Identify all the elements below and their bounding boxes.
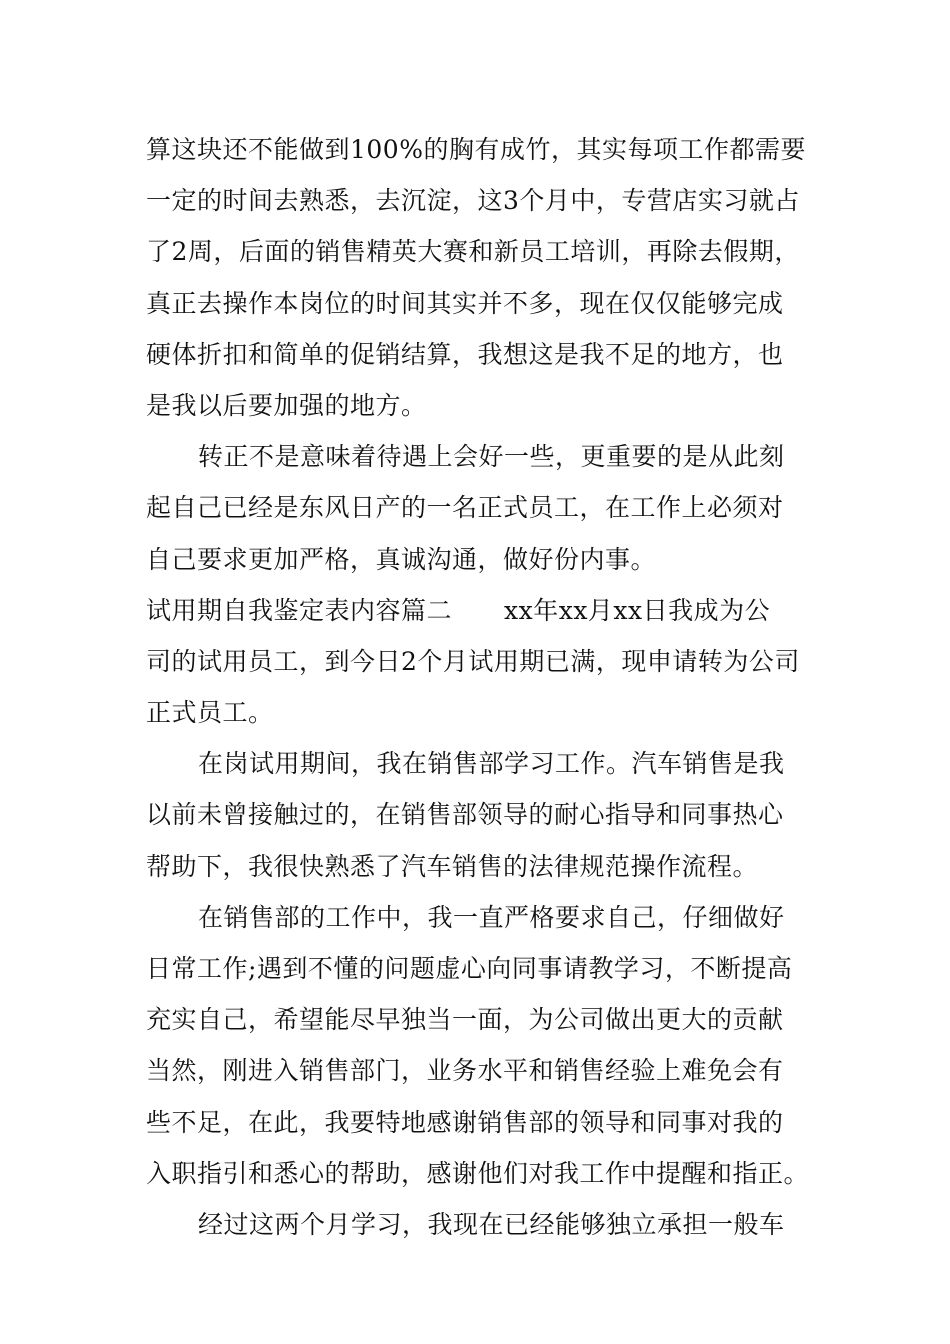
text-line: 日常工作;遇到不懂的问题虚心向同事请教学习，不断提高 bbox=[146, 954, 793, 983]
paragraph-start-line: 在销售部的工作中，我一直严格要求自己，仔细做好 bbox=[198, 902, 785, 932]
text-line: 充实自己，希望能尽早独当一面，为公司做出更大的贡献 bbox=[146, 1005, 784, 1035]
paragraph-start-line: 转正不是意味着待遇上会好一些，更重要的是从此刻 bbox=[198, 442, 785, 472]
section-intro-text: xx年xx月xx日我成为公 bbox=[504, 595, 771, 625]
section-heading-line bbox=[146, 585, 812, 636]
paragraph-start-line: 经过这两个月学习，我现在已经能够独立承担一般车 bbox=[198, 1209, 785, 1239]
text-line: 入职指引和悉心的帮助，感谢他们对我工作中提醒和指正。 bbox=[146, 1158, 810, 1188]
text-line: 帮助下，我很快熟悉了汽车销售的法律规范操作流程。 bbox=[146, 851, 759, 881]
text-line: 自己要求更加严格，真诚沟通，做好份内事。 bbox=[146, 544, 657, 574]
text-line: 些不足，在此，我要特地感谢销售部的领导和同事对我的 bbox=[146, 1107, 784, 1137]
text-line: 当然，刚进入销售部门，业务水平和销售经验上难免会有 bbox=[146, 1056, 784, 1086]
text-line: 算这块还不能做到100%的胸有成竹，其实每项工作都需要 bbox=[146, 135, 806, 164]
text-line: 真正去操作本岗位的时间其实并不多，现在仅仅能够完成 bbox=[146, 288, 784, 318]
body-text bbox=[146, 124, 812, 1250]
section-heading: 试用期自我鉴定表内容篇二 bbox=[146, 595, 453, 625]
text-line: 以前未曾接触过的，在销售部领导的耐心指导和同事热心 bbox=[146, 800, 784, 830]
text-line: 一定的时间去熟悉，去沉淀，这3个月中，专营店实习就占 bbox=[146, 186, 800, 216]
text-line: 了2周，后面的销售精英大赛和新员工培训，再除去假期， bbox=[146, 237, 800, 267]
text-line: 硬体折扣和简单的促销结算，我想这是我不足的地方，也 bbox=[146, 339, 784, 369]
text-line: 司的试用员工，到今日2个月试用期已满，现申请转为公司 bbox=[146, 646, 800, 676]
text-line: 起自己已经是东风日产的一名正式员工，在工作上必须对 bbox=[146, 493, 784, 523]
text-line: 是我以后要加强的地方。 bbox=[146, 390, 427, 420]
paragraph-start-line: 在岗试用期间，我在销售部学习工作。汽车销售是我 bbox=[198, 749, 785, 779]
text-line: 正式员工。 bbox=[146, 698, 274, 728]
